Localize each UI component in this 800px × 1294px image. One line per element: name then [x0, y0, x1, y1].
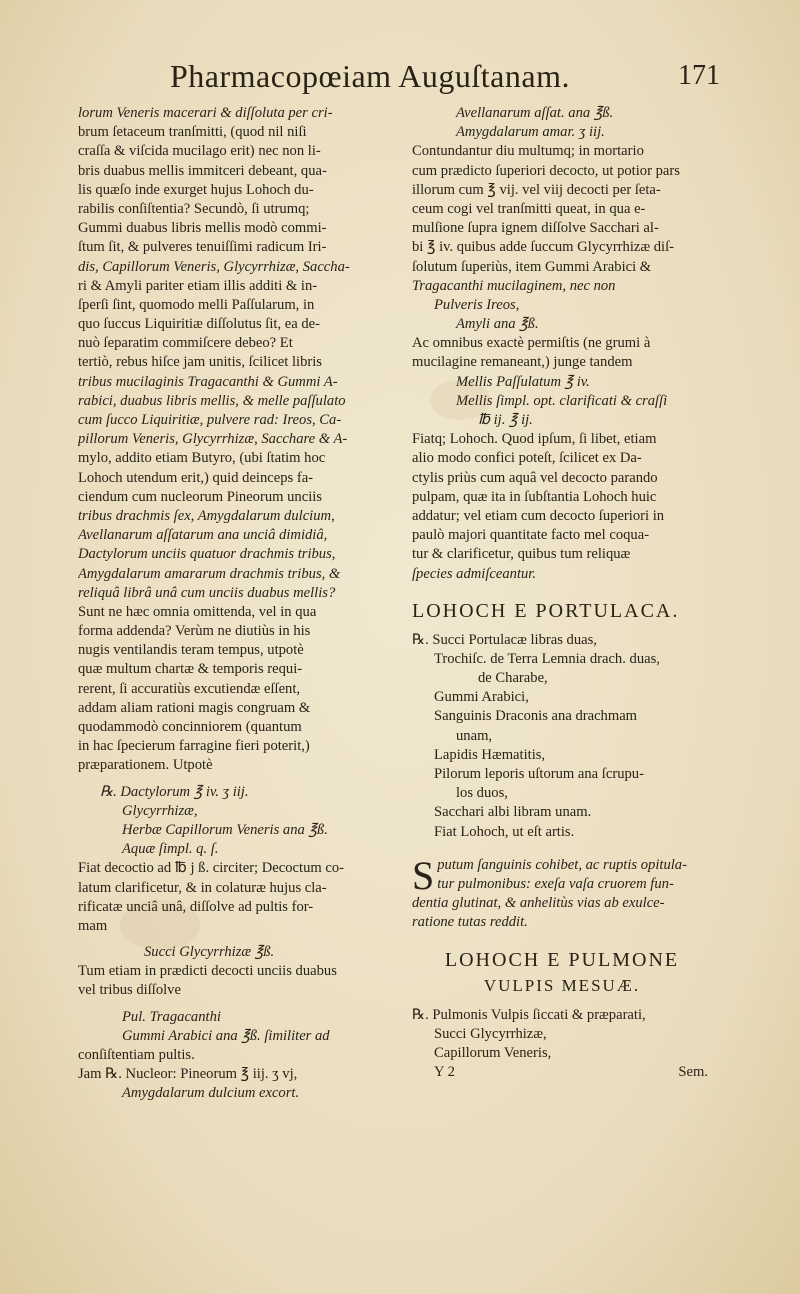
note-line: putum ſanguinis cohibet, ac ruptis opitula-: [437, 856, 687, 873]
signature-mark: Y 2: [434, 1064, 455, 1081]
recipe-line: Amygdalarum amar. ʒ iij.: [456, 124, 605, 141]
text-line: quodammodò concinniorem (quantum: [78, 719, 302, 735]
drop-cap: S: [412, 852, 435, 898]
text-line: nuò ſeparatim commiſcere debeo? Et: [78, 335, 293, 352]
recipe-line: Pulveris Ireos,: [434, 296, 520, 313]
recipe-line: ℔ ij. ℥ ij.: [478, 412, 533, 428]
text-line: Tum etiam in prædicti decocti unciis duabus: [78, 963, 337, 980]
text-line: ctylis priùs cum aquâ vel decocto parando: [412, 469, 658, 486]
text-line: ciendum cum nucleorum Pineorum unciis: [78, 488, 322, 505]
section-subheading-mesue: VULPIS MESUÆ.: [483, 975, 641, 995]
text-line: ſperſi ſint, quomodo melli Paſſularum, in: [78, 296, 315, 313]
recipe-line: Amyli ana ℥ß.: [456, 316, 539, 333]
text-line: latum clarificetur, & in colaturæ hujus cla-: [78, 879, 327, 896]
text-line: rabilis conſiſtentia? Secundò, ſi utrumq;: [78, 200, 310, 217]
text-line: cum ſucco Liquiritiæ, pulvere rad: Ireos, Ca-: [78, 412, 342, 428]
page-header: [90, 58, 720, 98]
text-line: dis, Capillorum Veneris, Glycyrrhizæ, Saccha-: [78, 258, 350, 275]
running-title: Pharmacopœiam Auguſtanam.: [170, 58, 570, 94]
recipe-line: los duos,: [456, 785, 508, 802]
text-line: addatur; vel etiam cum decocto ſuperiori in: [412, 507, 665, 524]
text-line: cum prædicto ſuperiori decocto, ut potior pars: [412, 162, 680, 179]
text-line: bi ℥ iv. quibus adde ſuccum Glycyrrhizæ diſ-: [412, 239, 675, 256]
text-line: tertiò, rebus hiſce jam unitis, ſcilicet libris: [78, 354, 322, 371]
text-line: illorum cum ℥ vij. vel viij decocti per ſeta-: [412, 181, 661, 198]
text-line: conſiſtentiam pultis.: [78, 1047, 195, 1063]
recipe-line: Lapidis Hæmatitis,: [434, 746, 546, 763]
text-line: bris duabus mellis immitceri debeant, qua-: [78, 162, 327, 179]
text-line: rerent, ſi accuratiùs excutiendæ eſſent,: [78, 680, 301, 697]
recipe-line: Mellis ſimpl. opt. clarificati & craſſi: [456, 392, 668, 409]
recipe-line: Glycyrrhizæ,: [122, 802, 198, 819]
recipe-line: Pilorum leporis uſtorum ana ſcrupu-: [434, 766, 644, 782]
page-footer: [412, 1063, 712, 1082]
text-line: quo ſuccus Liquiritiæ diſſolutus ſit, ea de-: [78, 316, 320, 333]
note-line: dentia glutinat, & anhelitùs vias ab exulce-: [412, 895, 665, 912]
text-line: paulò majori quantitate facto mel coqua-: [412, 527, 650, 544]
text-line: rabici, duabus libris mellis, & melle paſſulato: [78, 392, 346, 409]
text-line: Amygdalarum amararum drachmis tribus, &: [78, 565, 341, 582]
catchword: Sem.: [678, 1064, 708, 1081]
text-line: tur & clarificetur, quibus tum reliquæ: [412, 546, 631, 563]
recipe-line: Succi Glycyrrhizæ,: [434, 1025, 547, 1042]
section-heading-pulmone: LOHOCH E PULMONE: [444, 948, 680, 971]
text-line: rificatæ unciâ unâ, diſſolve ad pultis for-: [78, 898, 314, 915]
note-line: tur pulmonibus: exeſa vaſa cruorem fun-: [437, 875, 674, 892]
recipe-line: Avellanarum aſſat. ana ℥ß.: [456, 105, 614, 121]
text-line: ſtum ſit, & pulveres tenuiſſimi radicum Iri-: [78, 239, 327, 256]
text-line: Dactylorum unciis quatuor drachmis tribus,: [78, 546, 336, 563]
text-line: Avellanarum aſſatarum ana unciâ dimidiâ,: [78, 527, 328, 544]
text-line: pulpam, quæ ita in ſubſtantia Lohoch huic: [412, 488, 657, 505]
text-line: mam: [78, 917, 108, 934]
recipe-line: de Charabe,: [478, 670, 548, 687]
text-line: præparationem. Utpotè: [78, 757, 213, 774]
recipe-line: Aquæ ſimpl. q. ſ.: [122, 841, 219, 858]
recipe-line: Gummi Arabici ana ℥ß. ſimiliter ad: [122, 1027, 330, 1044]
recipe-line: Amygdalarum dulcium excort.: [122, 1085, 300, 1102]
recipe-line: Fiat Lohoch, ut eſt artis.: [434, 823, 575, 840]
usage-note: [412, 852, 712, 933]
text-line: Lohoch utendum erit,) quid deinceps fa-: [78, 469, 314, 486]
text-line: Jam ℞. Nucleor: Pineorum ℥ iij. ʒ vj,: [78, 1066, 298, 1083]
text-line: addam aliam rationi magis congruam &: [78, 699, 311, 716]
text-line: in hac ſpecierum farragine fieri poterit,): [78, 738, 310, 755]
recipe-line: Sacchari albi libram unam.: [434, 804, 592, 821]
text-line: tribus drachmis ſex, Amygdalarum dulcium,: [78, 507, 335, 524]
text-line: reliquâ librâ unâ cum unciis duabus mellis?: [78, 584, 336, 601]
recipe-line: Herbæ Capillorum Veneris ana ℥ß.: [122, 821, 328, 838]
recipe-line: ℞. Succi Portulacæ libras duas,: [412, 631, 597, 648]
text-line: quæ multum chartæ & temporis requi-: [78, 661, 303, 678]
section-heading-portulaca: LOHOCH E PORTULACA.: [412, 599, 680, 622]
page-number: 171: [678, 60, 720, 91]
text-line: ri & Amyli pariter etiam illis additi & in-: [78, 277, 318, 294]
text-line: forma addenda? Verùm ne diutiùs in his: [78, 623, 311, 640]
text-line: brum ſetaceum tranſmitti, (quod nil niſi: [78, 124, 307, 141]
text-line: Sunt ne hæc omnia omittenda, vel in qua: [78, 603, 317, 620]
note-line: ratione tutas reddit.: [412, 914, 528, 931]
left-column: [78, 104, 398, 1104]
text-line: ſolutum ſuperiùs, item Gummi Arabici &: [412, 258, 652, 275]
text-line: mulſione ſupra ignem diſſolve Sacchari al-: [412, 220, 659, 237]
text-line: nugis ventilandis teram tempus, utpotè: [78, 642, 304, 659]
text-line: Ac omnibus exactè permiſtis (ne grumi à: [412, 335, 651, 352]
text-line: Contundantur diu multumq; in mortario: [412, 143, 644, 160]
text-line: mucilagine remaneant,) junge tandem: [412, 354, 633, 371]
text-line: ceum cogi vel tranſmitti queat, in qua e-: [412, 200, 646, 217]
text-line: lis quæſo inde exurget hujus Lohoch du-: [78, 181, 314, 198]
recipe-line: ℞. Dactylorum ℥ iv. ʒ iij.: [100, 783, 249, 800]
recipe-line: Mellis Paſſulatum ℥ iv.: [456, 373, 590, 390]
text-line: Tragacanthi mucilaginem, nec non: [412, 277, 616, 294]
text-line: pillorum Veneris, Glycyrrhizæ, Sacchare & A-: [78, 431, 348, 448]
right-column: [412, 104, 712, 1082]
text-line: vel tribus diſſolve: [78, 982, 181, 999]
text-line: Fiat decoctio ad ℔ j ß. circiter; Decoctum co-: [78, 860, 345, 877]
text-line: lorum Veneris macerari & diſſoluta per cri-: [78, 105, 333, 121]
recipe-line: Succi Glycyrrhizæ ℥ß.: [144, 944, 275, 961]
recipe-line: Pul. Tragacanthi: [122, 1008, 221, 1025]
recipe-line: ℞. Pulmonis Vulpis ſiccati & præparati,: [412, 1006, 646, 1023]
text-line: tribus mucilaginis Tragacanthi & Gummi A-: [78, 373, 338, 390]
recipe-line: Sanguinis Draconis ana drachmam: [434, 708, 638, 725]
recipe-line: Gummi Arabici,: [434, 689, 529, 706]
text-line: ſpecies admiſceantur.: [412, 565, 537, 582]
text-line: Fiatq; Lohoch. Quod ipſum, ſi libet, etiam: [412, 431, 657, 448]
recipe-line: Capillorum Veneris,: [434, 1044, 552, 1061]
recipe-line: Trochiſc. de Terra Lemnia drach. duas,: [434, 650, 660, 667]
text-line: Gummi duabus libris mellis modò commi-: [78, 220, 327, 237]
recipe-line: unam,: [456, 727, 493, 744]
text-line: craſſa & viſcida mucilago erit) nec non li-: [78, 143, 321, 160]
text-line: mylo, addito etiam Butyro, (ubi ſtatim hoc: [78, 450, 326, 467]
text-line: alio modo confici poteſt, ſcilicet ex Da-: [412, 450, 642, 467]
